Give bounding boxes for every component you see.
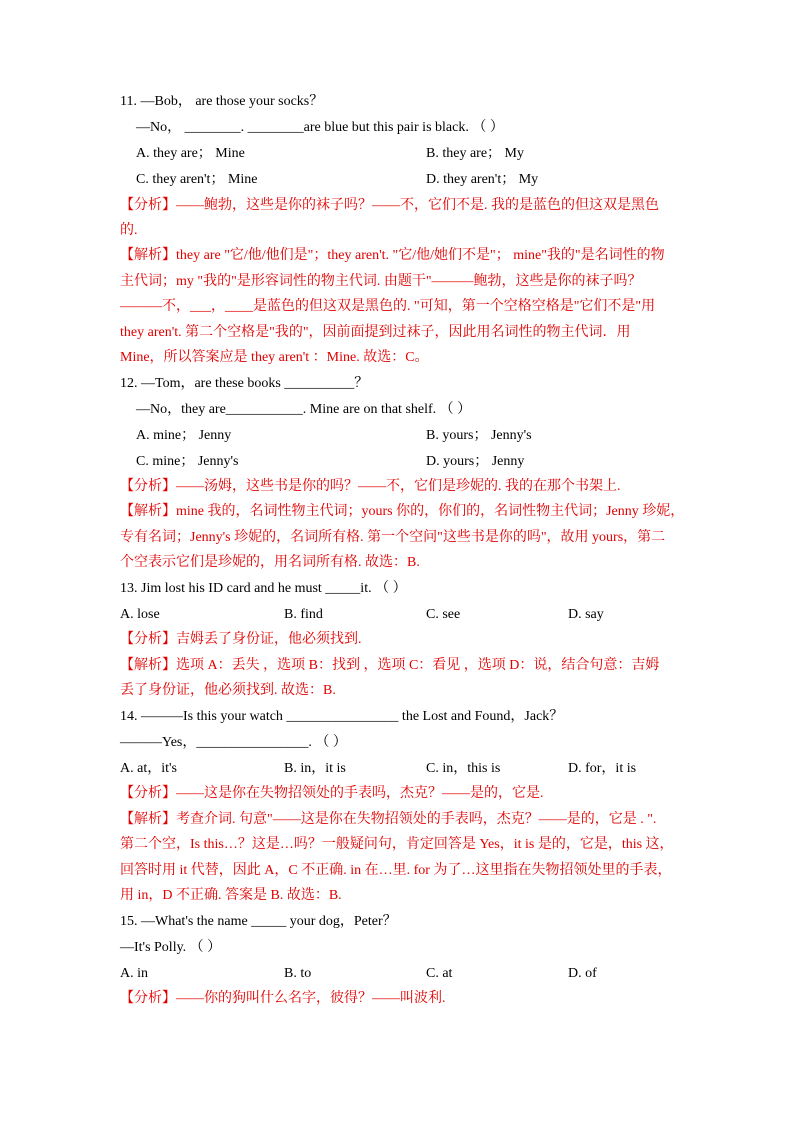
analysis-line: 【分析】吉姆丢了身份证，他必须找到. (120, 632, 362, 647)
question-line: —No， ________. ________are blue but this pair is black. （ ） (136, 120, 504, 135)
answer-option: B. they are； My (426, 146, 524, 161)
question-line: 14. ———Is this your watch ________________ the Lost and Found，Jack？ (120, 709, 564, 724)
analysis-line: 【分析】——鲍勃，这些是你的袜子吗？——不，它们不是. 我的是蓝色的但这双是黑色 (120, 198, 659, 213)
answer-option: B. in，it is (284, 761, 346, 776)
analysis-line: Mine，所以答案应是 they aren't ：Mine. 故选：C。 (120, 350, 429, 365)
answer-option: D. yours； Jenny (426, 454, 525, 469)
answer-option: C. at (426, 966, 453, 981)
answer-option: C. in，this is (426, 761, 501, 776)
analysis-line: 主代词；my "我的"是形容词性的物主代词. 由题干"———鲍勃，这些是你的袜子吗？ (120, 274, 642, 289)
answer-option: D. of (568, 966, 597, 981)
analysis-line: 【分析】——你的狗叫什么名字，彼得？——叫波利. (120, 991, 446, 1006)
question-line: —No，they are___________. Mine are on that shelf. （ ） (136, 402, 472, 417)
answer-option: C. mine； Jenny's (136, 454, 239, 469)
analysis-line: 【解析】they are "它/他/他们是"；they aren't. "它/他/她们不是"； mine"我的"是名词性的物 (120, 248, 665, 263)
answer-option: B. yours； Jenny's (426, 428, 532, 443)
answer-option: B. to (284, 966, 312, 981)
analysis-line: 的. (120, 223, 138, 238)
answer-option: C. see (426, 607, 461, 622)
analysis-line: 个空表示它们是珍妮的，用名词所有格. 故选：B. (120, 555, 420, 570)
question-line: 12. —Tom，are these books __________？ (120, 376, 369, 391)
answer-option: C. they aren't； Mine (136, 172, 258, 187)
analysis-line: 回答时用 it 代替，因此 A，C 不正确. in 在…里. for 为了…这里指在失物招领处里的手表， (120, 863, 672, 878)
answer-option: A. lose (120, 607, 160, 622)
answer-option: B. find (284, 607, 323, 622)
analysis-line: 【分析】——这是你在失物招领处的手表吗，杰克？——是的，它是. (120, 786, 544, 801)
analysis-line: 用 in，D 不正确. 答案是 B. 故选：B. (120, 888, 342, 903)
answer-option: D. for，it is (568, 761, 637, 776)
answer-option: A. in (120, 966, 148, 981)
answer-option: A. mine； Jenny (136, 428, 232, 443)
analysis-line: 第二个空，Is this…？这是…吗？一般疑问句，肯定回答是 Yes，it is 是的，它是，this 这， (120, 837, 674, 852)
answer-option: D. they aren't； My (426, 172, 539, 187)
answer-option: A. they are； Mine (136, 146, 245, 161)
analysis-line: they aren't. 第二个空格是"我的"，因前面提到过袜子，因此用名词性的物主代词．用 (120, 325, 631, 340)
analysis-line: 【解析】选项 A：丢失 ，选项 B：找到 ，选项 C：看见 ，选项 D：说，结合句意：吉姆 (120, 658, 660, 673)
question-line: 13. Jim lost his ID card and he must _____it. （ ） (120, 581, 407, 596)
analysis-line: 【分析】——汤姆，这些书是你的吗？——不，它们是珍妮的. 我的在那个书架上. (120, 479, 621, 494)
analysis-line: 专有名词；Jenny's 珍妮的，名词所有格. 第一个空问"这些书是你的吗"，故用 yours，第二 (120, 530, 666, 545)
analysis-line: ———不，___，____是蓝色的但这双是黑色的. "可知，第一个空格空格是"它们不是"用 (120, 299, 656, 314)
analysis-line: 丢了身份证，他必须找到. 故选：B. (120, 683, 336, 698)
question-line: ———Yes，________________. （ ） (120, 735, 347, 750)
question-line: —It's Polly. （ ） (120, 940, 222, 955)
answer-option: D. say (568, 607, 604, 622)
analysis-line: 【解析】mine 我的，名词性物主代词；yours 你的，你们的，名词性物主代词；Jenny 珍妮， (120, 504, 685, 519)
question-line: 15. —What's the name _____ your dog，Peter？ (120, 914, 397, 929)
analysis-line: 【解析】考查介词. 句意"——这是你在失物招领处的手表吗，杰克？——是的，它是 . ". (120, 812, 657, 827)
question-line: 11. —Bob， are those your socks？ (120, 94, 324, 109)
answer-option: A. at，it's (120, 761, 177, 776)
